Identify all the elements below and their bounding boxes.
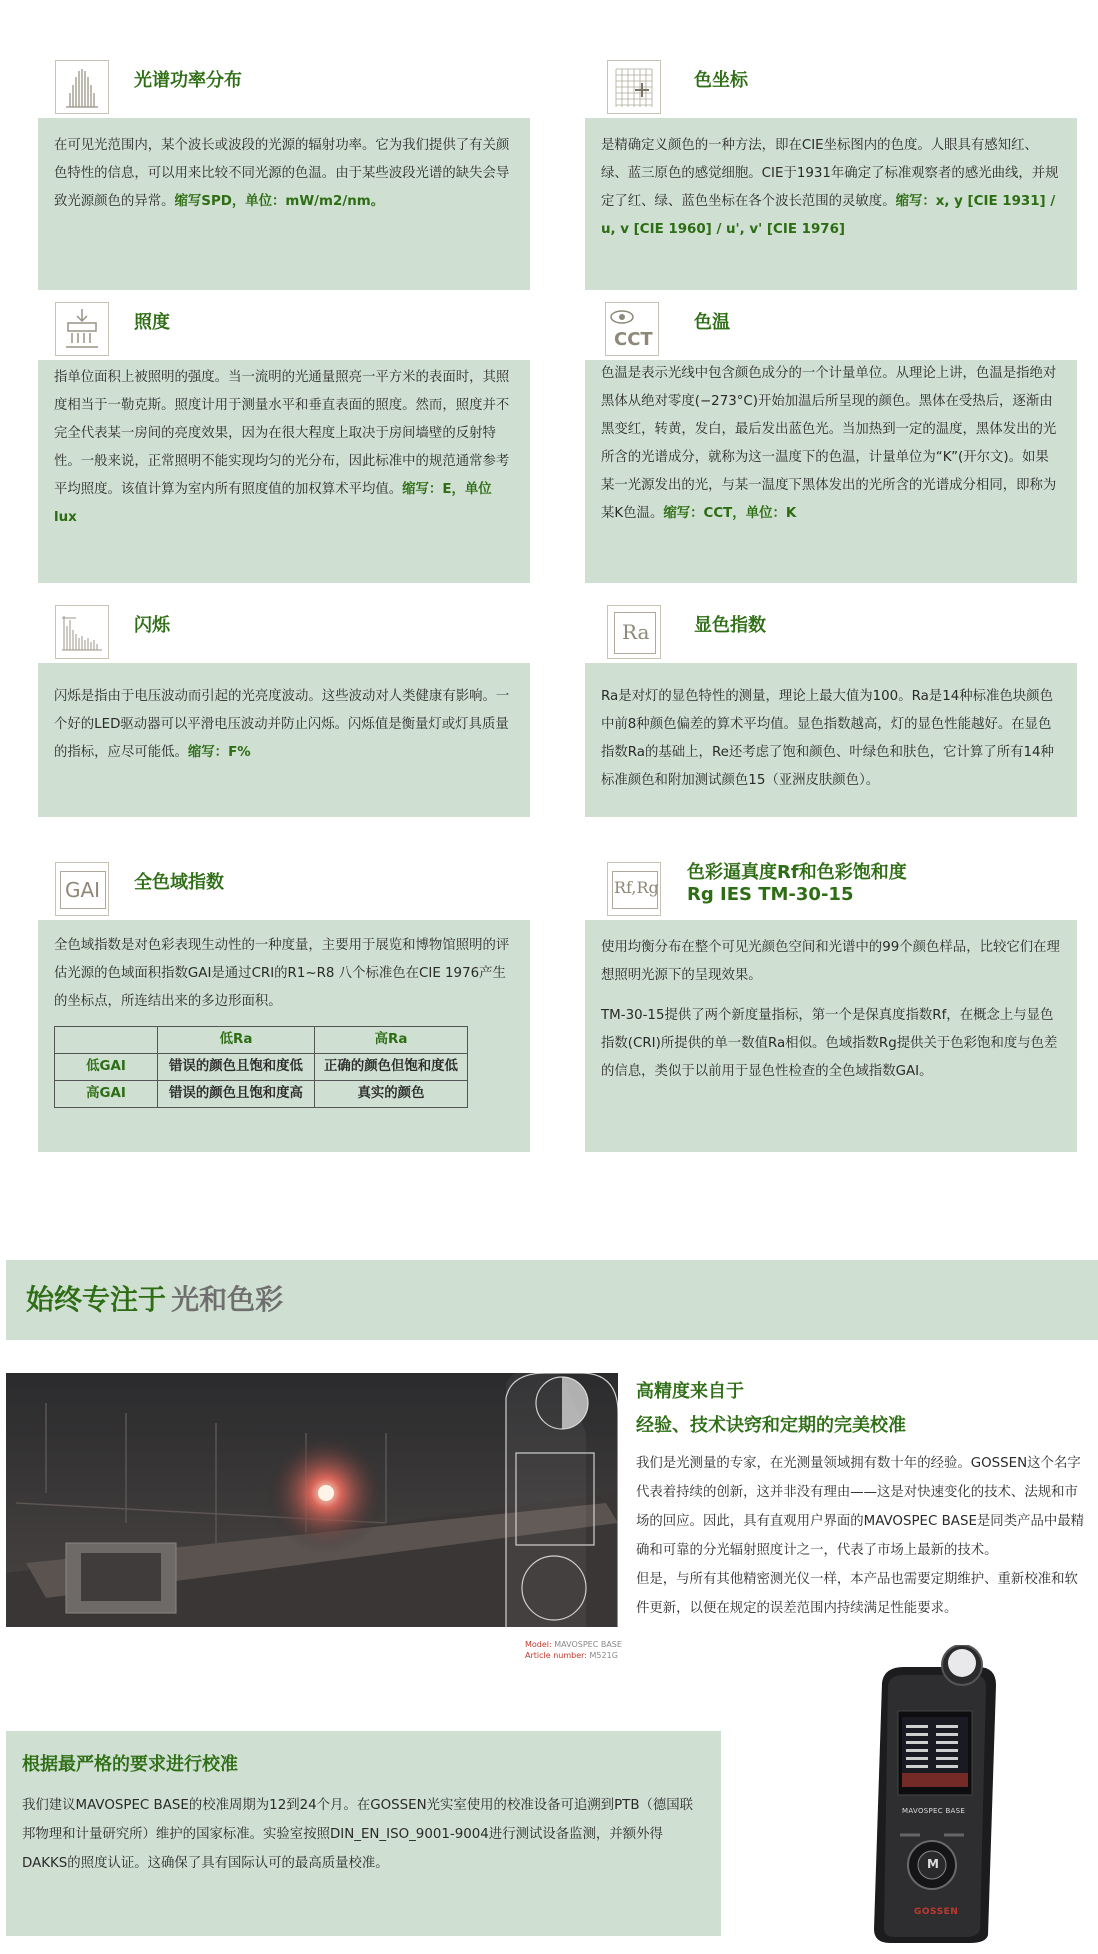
card-body [38,360,530,583]
card-body [585,663,1077,817]
card-body [585,118,1077,290]
ra-icon-text: Ra [622,620,650,644]
precision-paragraph-2: 但是，与所有其他精密测光仪一样，本产品也需要定期维护、重新校准和软件更新，以便在规定的误差范围内持续满足性能要求。 [636,1572,1078,1616]
card-title: 闪烁 [134,615,170,636]
card-spd [38,58,530,290]
device-image [860,1645,1000,1945]
table-cell: 低Ra [158,1027,315,1054]
table-cell [55,1027,158,1054]
card-title [687,862,907,906]
banner-part2: 光和色彩 [171,1283,284,1316]
spectrum-icon [55,60,109,114]
card-body [585,360,1077,583]
precision-heading-1: 高精度来自于 [636,1381,744,1402]
card-abbr: 缩写：F% [187,745,251,760]
precision-section [636,1375,1091,1623]
card-text: 指单位面积上被照明的强度。当一流明的光通量照亮一平方米的表面时，其照度相当于一勒克斯。照度计用于测量水平和垂直表面的照度。然而，照度并不完全代表某一房间的亮度效果，因为在很大程度上取决于房间墙壁的反射特性。一般来说，正常照明不能实现均匀的光分布，因此标准中的规范通常参考平均照度。该值计算为室内所有照度值的加权算术平均值。 [54,370,510,497]
calibration-heading: 根据最严格的要求进行校准 [22,1754,238,1775]
card-text: 是精确定义颜色的一种方法，即在CIE坐标图内的色度。人眼具有感知红、绿、蓝三原色的感觉细胞。CIE于1931年确定了标准观察者的感光曲线，并规定了红、绿、蓝色坐标在各个波长范围的灵敏度。 [601,138,1059,209]
precision-paragraph-1: 我们是光测量的专家，在光测量领域拥有数十年的经验。GOSSEN这个名字代表着持续的创新，这并非没有理由——这是对快速变化的技术、法规和市场的回应。因此，具有直观用户界面的MAVOSPEC BASE是同类产品中最精确和可靠的分光辐射照度计之一，代表了市场上最新的技术。 [636,1456,1085,1558]
card-abbr: 缩写：CCT，单位：K [663,506,797,521]
rf-rg-icon-text: Rf,Rg [614,878,659,897]
card-title: 照度 [134,312,170,333]
table-cell: 高GAI [55,1081,158,1108]
card-title: 色温 [694,312,730,333]
card-chromaticity [585,58,1077,290]
card-text: Ra是对灯的显色特性的测量，理论上最大值为100。Ra是14种标准色块颜色中前8种颜色偏差的算术平均值。显色指数越高，灯的显色性能越好。在显色指数Ra的基础上，Re还考虑了饱和颜色、叶绿色和肤色，它计算了所有14种标准颜色和附加测试颜色15（亚洲皮肤颜色）。 [601,689,1054,788]
device-model-label: MAVOSPEC BASE [902,1807,966,1815]
card-text: 全色域指数是对色彩表现生动性的一种度量，主要用于展览和博物馆照明的评估光源的色域面积指数GAI是通过CRI的R1~R8 八个标准色在CIE 1976产生的坐标点，所连结出来的多边形面积。 [54,938,510,1009]
card-flicker [38,603,530,817]
card-text: 在可见光范围内，某个波长或波段的光源的辐射功率。它为我们提供了有关颜色特性的信息，可以用来比较不同光源的色温。由于某些波段光谱的缺失会导致光源颜色的异常。 [54,138,510,209]
precision-heading-2: 经验、技术诀窍和定期的完美校准 [636,1415,906,1436]
lab-photo [6,1373,618,1627]
card-abbr: 缩写：x, y [CIE 1931] / u, v [CIE 1960] / u', v' [CIE 1976] [601,194,1056,237]
model-label: Model: [525,1640,552,1649]
table-row [55,1081,468,1108]
calibration-section [6,1731,721,1936]
card-title: 光谱功率分布 [134,70,242,91]
flicker-icon [55,605,109,659]
cct-icon [605,302,659,356]
grid-icon [607,60,661,114]
card-title-line-2: Rg IES TM-30-15 [687,884,854,905]
card-title: 色坐标 [694,70,748,91]
card-abbr: 缩写：E，单位lux [54,482,492,525]
gai-icon-text: GAI [65,878,101,902]
illuminance-icon [55,302,109,356]
table-cell: 真实的颜色 [315,1081,468,1108]
focus-banner [6,1260,1098,1340]
card-cri [585,603,1077,817]
card-illuminance [38,300,530,583]
rf-rg-icon [607,862,661,916]
ra-icon [607,605,661,659]
table-cell: 错误的颜色且饱和度高 [158,1081,315,1108]
table-row [55,1027,468,1054]
article-label: Article number: [525,1651,587,1660]
device-m-button: M [927,1857,939,1871]
card-title: 全色域指数 [134,872,224,893]
product-caption [525,1639,622,1661]
table-cell: 正确的颜色但饱和度低 [315,1054,468,1081]
table-cell: 高Ra [315,1027,468,1054]
table-row [55,1054,468,1081]
card-title: 显色指数 [694,615,766,636]
article-value: M521G [589,1651,618,1660]
gai-icon [55,862,109,916]
card-cct [585,300,1077,583]
table-cell: 错误的颜色且饱和度低 [158,1054,315,1081]
card-text-2: TM-30-15提供了两个新度量指标，第一个是保真度指数Rf，在概念上与显色指数(CRI)所提供的单一数值Ra相似。色域指数Rg提供关于色彩饱和度与色差的信息，类似于以前用于显色性检查的全色域指数GAI。 [601,1008,1058,1079]
device-brand-label: GOSSEN [914,1907,959,1917]
card-body [38,663,530,817]
card-text: 闪烁是指由于电压波动而引起的光亮度波动。这些波动对人类健康有影响。一个好的LED驱动器可以平滑电压波动并防止闪烁。闪烁值是衡量灯或灯具质量的指标，应尽可能低。 [54,689,510,760]
card-body [585,920,1077,1152]
card-text: 色温是表示光线中包含颜色成分的一个计量单位。从理论上讲，色温是指绝对黑体从绝对零度(−273°C)开始加温后所呈现的颜色。黑体在受热后，逐渐由黑变红，转黄，发白，最后发出蓝色光。当加热到一定的温度，黑体发出的光所含的光谱成分，就称为这一温度下的色温，计量单位为“K”(开尔文)。如果某一光源发出的光，与某一温度下黑体发出的光所含的光谱成分相同，即称为某K色温。 [601,366,1057,521]
calibration-paragraph: 我们建议MAVOSPEC BASE的校准周期为12到24个月。在GOSSEN光实室使用的校准设备可追溯到PTB（德国联邦物理和计量研究所）维护的国家标准。实验室按照DIN_EN_ISO_9001-9004进行测试设备监测，并额外得DAKKS的照度认证。这确保了具有国际认可的最高质量校准。 [22,1798,694,1871]
card-body [38,920,530,1152]
card-abbr: 缩写SPD，单位：mW/m2/nm。 [174,194,385,209]
card-tm30 [585,860,1077,1152]
gai-table [54,1026,468,1108]
table-cell: 低GAI [55,1054,158,1081]
banner-part1: 始终专注于 [26,1283,167,1316]
model-value: MAVOSPEC BASE [554,1640,622,1649]
cct-icon-text: CCT [614,329,653,350]
card-title-line-1: 色彩逼真度Rf和色彩饱和度 [687,862,907,883]
card-body [38,118,530,290]
card-gai [38,860,530,1152]
card-text: 使用均衡分布在整个可见光颜色空间和光谱中的99个颜色样品，比较它们在理想照明光源下的呈现效果。 [601,940,1060,983]
